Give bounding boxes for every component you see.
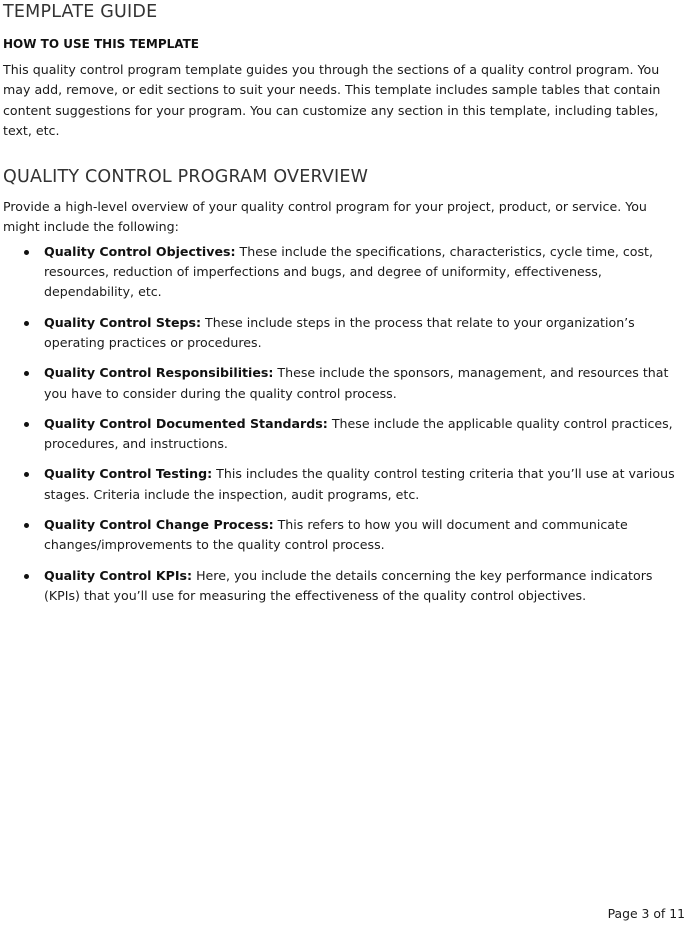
bullet-icon xyxy=(24,371,29,376)
list-item xyxy=(3,313,687,354)
item-term: Quality Control Steps: xyxy=(44,314,202,330)
item-text: These include steps in the process that relate to your organization’s operating practices or procedures. xyxy=(44,314,635,350)
guide-body-paragraph: This quality control program template guides you through the sections of a quality control program. You may add, remove, or edit sections to suit your needs. This template includes sample tables that contain content suggestions for your program. You can customize any section in this template, including tables, text, etc. xyxy=(3,62,661,138)
list-item xyxy=(3,363,687,404)
overview-intro-paragraph: Provide a high-level overview of your quality control program for your project, product, or service. You might include the following: xyxy=(3,199,647,235)
item-text: These include the applicable quality control practices, procedures, and instructions. xyxy=(44,415,673,452)
item-term: Quality Control KPIs: xyxy=(44,567,193,583)
item-text: These include the sponsors, management, and resources that you have to consider during the quality control process. xyxy=(44,365,669,401)
item-text: This includes the quality control testing criteria that you’ll use at various stages. Criteria include the inspection, audit programs, etc. xyxy=(44,466,675,502)
overview-bullet-list xyxy=(3,242,687,606)
item-text: These include the specifications, characteristics, cycle time, cost, resources, reduction of imperfections and bugs, and degree of uniformity, effectiveness, dependability, etc. xyxy=(44,243,654,300)
list-item xyxy=(3,566,687,607)
bullet-icon xyxy=(24,472,29,477)
overview-heading: QUALITY CONTROL PROGRAM OVERVIEW xyxy=(3,167,369,188)
item-term: Quality Control Responsibilities: xyxy=(44,365,274,381)
list-item xyxy=(3,464,687,505)
item-term: Quality Control Documented Standards: xyxy=(44,415,328,431)
bullet-icon xyxy=(24,321,29,326)
how-to-use-subheading: HOW TO USE THIS TEMPLATE xyxy=(3,37,200,51)
bullet-icon xyxy=(24,574,29,579)
document-page xyxy=(3,0,687,616)
item-term: Quality Control Change Process: xyxy=(44,517,274,533)
item-term: Quality Control Objectives: xyxy=(44,243,236,259)
bullet-icon xyxy=(24,523,29,528)
item-text: Here, you include the details concerning the key performance indicators (KPIs) that you’ll use for measuring the effectiveness of the quality control objectives. xyxy=(44,567,653,603)
bullet-icon xyxy=(24,250,29,255)
item-term: Quality Control Testing: xyxy=(44,466,213,482)
list-item xyxy=(3,414,687,455)
template-guide-heading: TEMPLATE GUIDE xyxy=(3,2,158,22)
item-text: This refers to how you will document and communicate changes/improvements to the quality control process. xyxy=(44,517,628,553)
list-item xyxy=(3,242,687,303)
bullet-icon xyxy=(24,422,29,427)
page-number: Page 3 of 11 xyxy=(607,906,685,921)
list-item xyxy=(3,515,687,556)
